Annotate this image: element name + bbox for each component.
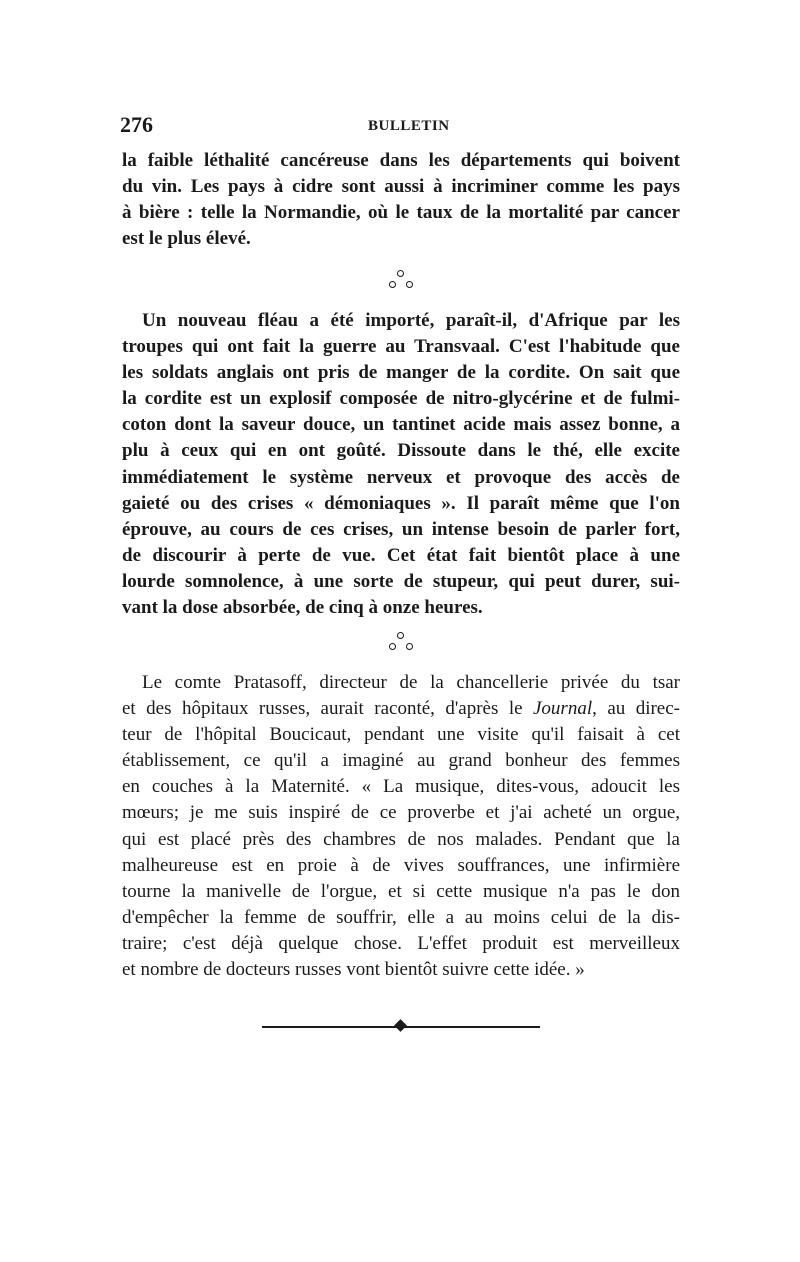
asterism-dot: [397, 632, 404, 639]
text-line: troupes qui ont fait la guerre au Transvaal. C'est l'habitude que: [122, 336, 680, 358]
text-line: est le plus élevé.: [122, 228, 251, 250]
text-line: coton dont la saveur douce, un tantinet acide mais assez bonne, a: [122, 414, 680, 436]
text-line: d'empêcher la femme de souffrir, elle a au moins celui de la dis-: [122, 906, 680, 928]
text-line: en couches à la Maternité. « La musique, dites-vous, adoucit les: [122, 776, 680, 798]
text-line: du vin. Les pays à cidre sont aussi à incriminer comme les pays: [122, 176, 680, 198]
text-line: éprouve, au cours de ces crises, un intense besoin de parler fort,: [122, 518, 680, 540]
text-line: traire; c'est déjà quelque chose. L'effet produit est merveilleux: [122, 932, 680, 954]
text-line: de discourir à perte de vue. Cet état fait bientôt place à une: [122, 544, 680, 566]
text-segment: , au direc-: [592, 698, 681, 720]
text-line: mœurs; je me suis inspiré de ce proverbe et j'ai acheté un orgue,: [122, 802, 680, 824]
text-line: les soldats anglais ont pris de manger de la cordite. On sait que: [122, 362, 680, 384]
text-line: qui est placé près des chambres de nos malades. Pendant que la: [122, 828, 680, 850]
text-line: établissement, ce qu'il a imaginé au grand bonheur des femmes: [122, 750, 680, 772]
text-line: Le comte Pratasoff, directeur de la chancellerie privée du tsar: [142, 672, 680, 693]
asterism-dot: [389, 643, 396, 650]
text-segment: et des hôpitaux russes, aurait raconté, d'après le: [122, 698, 533, 720]
text-line: gaieté ou des crises « démoniaques ». Il paraît même que l'on: [122, 492, 680, 514]
text-line: tourne la manivelle de l'orgue, et si cette musique n'a pas le don: [122, 880, 680, 902]
asterism-dot: [406, 281, 413, 288]
text-line: la faible léthalité cancéreuse dans les départements qui boivent: [122, 150, 680, 171]
closing-ornament: [262, 1022, 540, 1032]
text-line: plu à ceux qui en ont goûté. Dissoute dans le thé, elle excite: [122, 440, 680, 462]
asterism-dot: [397, 270, 404, 277]
text-line: et nombre de docteurs russes vont bientôt suivre cette idée. »: [122, 959, 585, 981]
paragraph-1: [122, 148, 680, 252]
page-number: 276: [120, 112, 153, 137]
text-line: [122, 696, 680, 722]
asterism-separator: [386, 270, 426, 300]
asterism-dot: [389, 281, 396, 288]
journal-title: Journal: [533, 698, 593, 720]
diamond-icon: [394, 1019, 407, 1032]
paragraph-3: [122, 670, 680, 983]
text-line: à bière : telle la Normandie, où le taux de la mortalité par cancer: [122, 202, 680, 224]
text-line: immédiatement le système nerveux et provoque des accès de: [122, 466, 680, 488]
running-head: BULLETIN: [368, 118, 450, 134]
text-line: Un nouveau fléau a été importé, paraît-il, d'Afrique par les: [142, 310, 680, 331]
paragraph-2: [122, 308, 680, 621]
asterism-dot: [406, 643, 413, 650]
text-line: teur de l'hôpital Boucicaut, pendant une visite qu'il faisait à cet: [122, 724, 680, 746]
text-line: vant la dose absorbée, de cinq à onze heures.: [122, 597, 483, 619]
asterism-separator: [386, 632, 426, 662]
text-line: lourde somnolence, à une sorte de stupeur, qui peut durer, sui-: [122, 570, 680, 592]
text-line: la cordite est un explosif composée de nitro-glycérine et de fulmi-: [122, 388, 680, 410]
text-line: malheureuse est en proie à de vives souffrances, une infirmière: [122, 854, 680, 876]
